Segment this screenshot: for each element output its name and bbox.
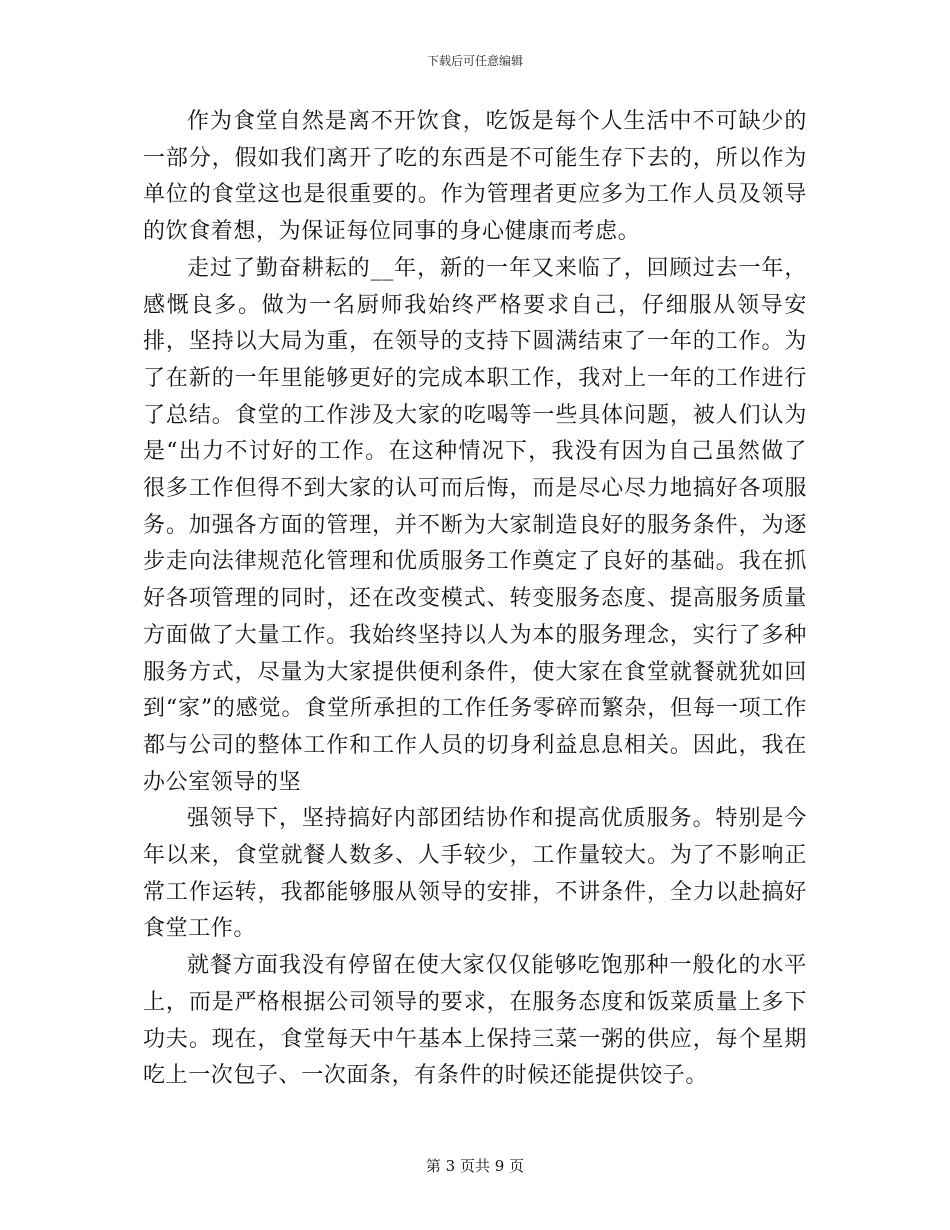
paragraph-2: 走过了勤奋耕耘的__年，新的一年又来临了，回顾过去一年，感慨良多。做为一名厨师我始终严格要求自己，仔细服从领导安排，坚持以大局为重，在领导的支持下圆满结束了一年的工作。为了在新的一年里能够更好的完成本职工作，我对上一年的工作进行了总结。食堂的工作涉及大家的吃喝等一些具体问题，被人们认为是“出力不讨好的工作。在这种情况下，我没有因为自己虽然做了很多工作但得不到大家的认可而后悔，而是尽心尽力地搞好各项服务。加强各方面的管理，并不断为大家制造良好的服务条件，为逐步走向法律规范化管理和优质服务工作奠定了良好的基础。我在抓好各项管理的同时，还在改变模式、转变服务态度、提高服务质量方面做了大量工作。我始终坚持以人为本的服务理念，实行了多种服务方式，尽量为大家提供便利条件，使大家在食堂就餐就犹如回到“家”的感觉。食堂所承担的工作任务零碎而繁杂，但每一项工作都与公司的整体工作和工作人员的切身利益息息相关。因此，我在办公室领导的坚 [143,255,807,795]
page-footer: 第 3 页共 9 页 [425,1157,525,1175]
paragraph-3: 强领导下，坚持搞好内部团结协作和提高优质服务。特别是今年以来，食堂就餐人数多、人手较少，工作量较大。为了不影响正常工作运转，我都能够服从领导的安排，不讲条件，全力以赴搞好食堂工作。 [143,806,807,942]
page-header: 下载后可任意编辑 [426,54,523,68]
document-body [143,104,807,1095]
paragraph-4: 就餐方面我没有停留在使大家仅仅能够吃饱那种一般化的水平上，而是严格根据公司领导的要求，在服务态度和饭菜质量上多下功夫。现在，食堂每天中午基本上保持三菜一粥的供应，每个星期吃上一次包子、一次面条，有条件的时候还能提供饺子。 [143,953,807,1089]
paragraph-1: 作为食堂自然是离不开饮食，吃饭是每个人生活中不可缺少的一部分，假如我们离开了吃的东西是不可能生存下去的，所以作为单位的食堂这也是很重要的。作为管理者更应多为工作人员及领导的饮食着想，为保证每位同事的身心健康而考虑。 [143,109,807,245]
